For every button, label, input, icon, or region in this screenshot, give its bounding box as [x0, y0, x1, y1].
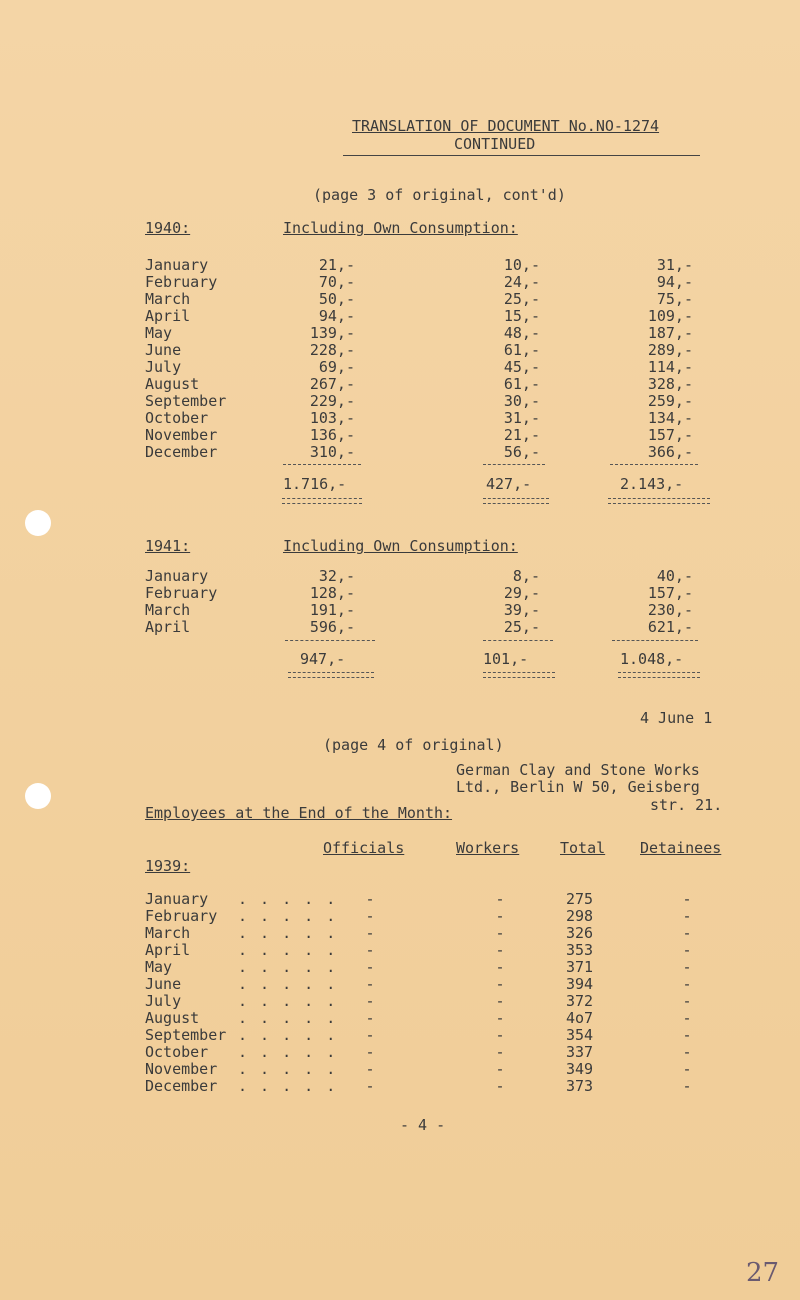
value-a: 32,-	[318, 567, 355, 585]
handwritten-number: 27	[746, 1258, 780, 1288]
value-a: 94,-	[318, 307, 355, 325]
sum-rule	[283, 464, 361, 465]
month-label: October	[145, 409, 209, 427]
value-c: 328,-	[647, 375, 693, 393]
value-c: 230,-	[647, 601, 693, 619]
month-label: May	[145, 324, 173, 342]
total-value: 373	[566, 1077, 594, 1095]
total-c: 1.048,-	[620, 650, 684, 668]
value-b: 10,-	[503, 256, 540, 274]
leader-dots: . . . . .	[238, 941, 338, 959]
page4-note: (page 4 of original)	[323, 736, 504, 754]
month-label: November	[145, 1060, 218, 1078]
month-label: June	[145, 975, 182, 993]
value-c: 40,-	[656, 567, 693, 585]
value-b: 61,-	[503, 375, 540, 393]
month-label: May	[145, 958, 173, 976]
workers-value: -	[495, 958, 505, 976]
month-label: February	[145, 273, 218, 291]
company-line-2: Ltd., Berlin W 50, Geisberg	[456, 778, 700, 796]
officials-value: -	[365, 1077, 375, 1095]
workers-value: -	[495, 890, 505, 908]
document-subtitle: CONTINUED	[454, 135, 536, 153]
workers-value: -	[495, 975, 505, 993]
leader-dots: . . . . .	[238, 1043, 338, 1061]
total-b: 427,-	[486, 475, 532, 493]
sum-rule	[612, 640, 698, 641]
value-a: 228,-	[309, 341, 355, 359]
value-a: 191,-	[309, 601, 355, 619]
month-label: January	[145, 567, 209, 585]
sum-rule	[610, 464, 698, 465]
leader-dots: . . . . .	[238, 1026, 338, 1044]
double-rule	[608, 498, 710, 504]
workers-value: -	[495, 1077, 505, 1095]
value-b: 48,-	[503, 324, 540, 342]
col-total: Total	[560, 839, 606, 857]
detainees-value: -	[682, 941, 692, 959]
employees-heading: Employees at the End of the Month:	[145, 804, 453, 822]
total-value: 349	[566, 1060, 594, 1078]
leader-dots: . . . . .	[238, 975, 338, 993]
punch-hole	[25, 510, 51, 536]
month-label: September	[145, 392, 227, 410]
detainees-value: -	[682, 907, 692, 925]
value-c: 94,-	[656, 273, 693, 291]
workers-value: -	[495, 1060, 505, 1078]
month-label: April	[145, 618, 191, 636]
total-value: 275	[566, 890, 594, 908]
detainees-value: -	[682, 992, 692, 1010]
value-c: 157,-	[647, 584, 693, 602]
workers-value: -	[495, 1026, 505, 1044]
double-rule	[288, 672, 374, 678]
leader-dots: . . . . .	[238, 1009, 338, 1027]
month-label: June	[145, 341, 182, 359]
value-c: 134,-	[647, 409, 693, 427]
detainees-value: -	[682, 1009, 692, 1027]
value-a: 267,-	[309, 375, 355, 393]
leader-dots: . . . . .	[238, 958, 338, 976]
value-a: 139,-	[309, 324, 355, 342]
col-officials: Officials	[323, 839, 405, 857]
officials-value: -	[365, 1043, 375, 1061]
value-b: 21,-	[503, 426, 540, 444]
double-rule	[483, 498, 549, 504]
value-a: 69,-	[318, 358, 355, 376]
month-label: July	[145, 992, 182, 1010]
year-label-1940: 1940:	[145, 219, 191, 237]
double-rule	[618, 672, 700, 678]
officials-value: -	[365, 975, 375, 993]
heading-1940: Including Own Consumption:	[283, 219, 518, 237]
leader-dots: . . . . .	[238, 992, 338, 1010]
punch-hole	[25, 783, 51, 809]
detainees-value: -	[682, 924, 692, 942]
sum-rule	[483, 640, 553, 641]
detainees-value: -	[682, 890, 692, 908]
officials-value: -	[365, 1009, 375, 1027]
officials-value: -	[365, 1060, 375, 1078]
officials-value: -	[365, 941, 375, 959]
value-b: 45,-	[503, 358, 540, 376]
month-label: August	[145, 1009, 200, 1027]
col-workers: Workers	[456, 839, 520, 857]
month-label: March	[145, 924, 191, 942]
total-value: 298	[566, 907, 594, 925]
officials-value: -	[365, 992, 375, 1010]
value-c: 109,-	[647, 307, 693, 325]
leader-dots: . . . . .	[238, 924, 338, 942]
page-note: (page 3 of original, cont'd)	[313, 186, 566, 204]
month-label: February	[145, 584, 218, 602]
value-c: 187,-	[647, 324, 693, 342]
value-b: 39,-	[503, 601, 540, 619]
detainees-value: -	[682, 958, 692, 976]
workers-value: -	[495, 1009, 505, 1027]
value-b: 8,-	[512, 567, 540, 585]
total-c: 2.143,-	[620, 475, 684, 493]
workers-value: -	[495, 992, 505, 1010]
workers-value: -	[495, 907, 505, 925]
leader-dots: . . . . .	[238, 1077, 338, 1095]
value-b: 29,-	[503, 584, 540, 602]
month-label: October	[145, 1043, 209, 1061]
workers-value: -	[495, 1043, 505, 1061]
value-c: 289,-	[647, 341, 693, 359]
value-a: 50,-	[318, 290, 355, 308]
heading-1941: Including Own Consumption:	[283, 537, 518, 555]
leader-dots: . . . . .	[238, 1060, 338, 1078]
value-a: 128,-	[309, 584, 355, 602]
officials-value: -	[365, 924, 375, 942]
page-number: - 4 -	[400, 1116, 446, 1134]
total-value: 371	[566, 958, 594, 976]
total-a: 947,-	[300, 650, 346, 668]
total-b: 101,-	[483, 650, 529, 668]
officials-value: -	[365, 958, 375, 976]
date-line: 4 June 1	[640, 709, 713, 727]
col-detainees: Detainees	[640, 839, 722, 857]
month-label: December	[145, 1077, 218, 1095]
detainees-value: -	[682, 1060, 692, 1078]
value-a: 596,-	[309, 618, 355, 636]
document-title: TRANSLATION OF DOCUMENT No.NO-1274	[352, 117, 660, 135]
total-value: 354	[566, 1026, 594, 1044]
sum-rule	[285, 640, 375, 641]
value-c: 157,-	[647, 426, 693, 444]
value-b: 25,-	[503, 618, 540, 636]
value-a: 229,-	[309, 392, 355, 410]
month-label: July	[145, 358, 182, 376]
month-label: April	[145, 941, 191, 959]
total-a: 1.716,-	[283, 475, 347, 493]
officials-value: -	[365, 890, 375, 908]
title-rule	[343, 155, 700, 156]
value-b: 15,-	[503, 307, 540, 325]
value-a: 310,-	[309, 443, 355, 461]
value-b: 61,-	[503, 341, 540, 359]
leader-dots: . . . . .	[238, 907, 338, 925]
officials-value: -	[365, 1026, 375, 1044]
leader-dots: . . . . .	[238, 890, 338, 908]
value-c: 621,-	[647, 618, 693, 636]
total-value: 353	[566, 941, 594, 959]
workers-value: -	[495, 941, 505, 959]
total-value: 394	[566, 975, 594, 993]
value-a: 136,-	[309, 426, 355, 444]
total-value: 372	[566, 992, 594, 1010]
company-line-3: str. 21.	[650, 796, 723, 814]
total-value: 337	[566, 1043, 594, 1061]
double-rule	[282, 498, 362, 504]
month-label: February	[145, 907, 218, 925]
officials-value: -	[365, 907, 375, 925]
month-label: March	[145, 290, 191, 308]
value-c: 366,-	[647, 443, 693, 461]
value-c: 114,-	[647, 358, 693, 376]
value-a: 70,-	[318, 273, 355, 291]
total-value: 326	[566, 924, 594, 942]
company-line-1: German Clay and Stone Works	[456, 761, 700, 779]
value-a: 103,-	[309, 409, 355, 427]
detainees-value: -	[682, 975, 692, 993]
value-b: 24,-	[503, 273, 540, 291]
sum-rule	[483, 464, 545, 465]
value-b: 31,-	[503, 409, 540, 427]
detainees-value: -	[682, 1043, 692, 1061]
month-label: December	[145, 443, 218, 461]
value-a: 21,-	[318, 256, 355, 274]
value-b: 56,-	[503, 443, 540, 461]
month-label: January	[145, 890, 209, 908]
month-label: November	[145, 426, 218, 444]
month-label: September	[145, 1026, 227, 1044]
year-label-1939: 1939:	[145, 857, 191, 875]
value-c: 31,-	[656, 256, 693, 274]
month-label: April	[145, 307, 191, 325]
month-label: January	[145, 256, 209, 274]
value-c: 259,-	[647, 392, 693, 410]
double-rule	[483, 672, 555, 678]
value-b: 25,-	[503, 290, 540, 308]
month-label: August	[145, 375, 200, 393]
total-value: 4o7	[566, 1009, 594, 1027]
detainees-value: -	[682, 1026, 692, 1044]
value-b: 30,-	[503, 392, 540, 410]
month-label: March	[145, 601, 191, 619]
detainees-value: -	[682, 1077, 692, 1095]
workers-value: -	[495, 924, 505, 942]
value-c: 75,-	[656, 290, 693, 308]
year-label-1941: 1941:	[145, 537, 191, 555]
